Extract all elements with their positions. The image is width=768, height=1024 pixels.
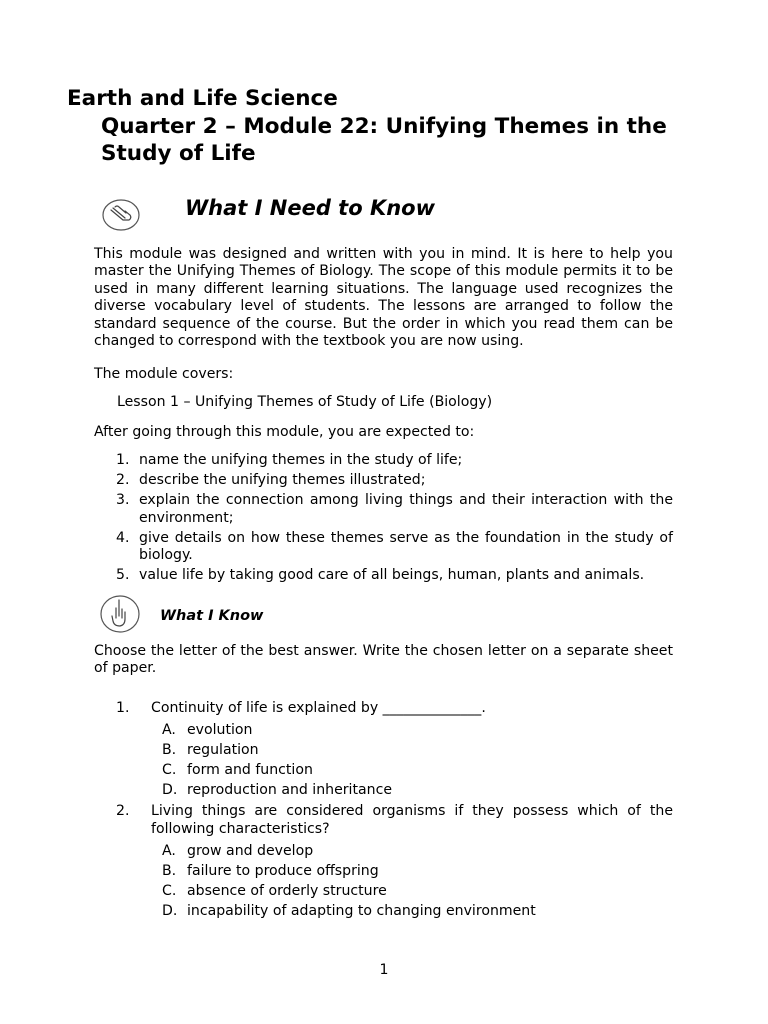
option-item [151,760,673,780]
list-text: give details on how these themes serve as the foundation in the study of biology. [139,529,673,564]
option-item [151,720,673,740]
lesson-item: Lesson 1 – Unifying Themes of Study of Life (Biology) [117,394,493,410]
option-letter: C. [162,883,177,900]
page-number: 1 [379,962,389,978]
course-title: Earth and Life Science [67,86,338,111]
list-number: 1. [116,452,130,468]
list-text: name the unifying themes in the study of life; [139,452,463,468]
list-item [94,452,673,469]
list-item [94,472,673,489]
module-title: Quarter 2 – Module 22: Unifying Themes in the Study of Life [101,114,667,166]
option-item [151,841,673,861]
option-item [151,780,673,800]
option-list [151,720,673,800]
option-item [151,901,673,921]
option-letter: A. [162,722,176,739]
option-text: failure to produce offspring [187,863,379,880]
option-text: incapability of adapting to changing environment [187,903,536,920]
option-item [151,740,673,760]
option-letter: C. [162,762,177,779]
intro-paragraph: This module was designed and written with you in mind. It is here to help you master the Unifying Themes of Biology. The scope of this module permits it to be used in many different learning situations. The language used recognizes the diverse vocabulary level of students. The lessons are arranged to follow the standard sequence of the course. But the order in which you read them can be changed to correspond with the textbook you are now using. [94,246,673,350]
pointing-hand-icon [101,198,141,232]
raised-hand-icon [99,594,141,634]
option-text: absence of orderly structure [187,883,387,900]
option-letter: B. [162,863,177,880]
option-letter: B. [162,742,177,759]
list-text: describe the unifying themes illustrated; [139,472,426,489]
covers-label: The module covers: [94,366,234,382]
list-item [94,530,673,565]
instructions-paragraph: Choose the letter of the best answer. Write the chosen letter on a separate sheet of paper. [94,643,673,677]
option-text: reproduction and inheritance [187,782,392,799]
option-text: grow and develop [187,843,314,860]
option-letter: A. [162,843,176,860]
list-text: value life by taking good care of all beings, human, plants and animals. [139,567,645,584]
list-number: 2. [116,472,130,489]
option-text: evolution [187,722,253,739]
list-number: 5. [116,567,130,584]
section-title-what-i-know: What I Know [160,608,264,624]
list-number: 3. [116,492,130,509]
list-number: 4. [116,529,130,546]
option-text: regulation [187,742,259,759]
option-letter: D. [162,782,178,799]
question-list [94,700,673,924]
option-list [151,841,673,921]
list-item [94,567,673,584]
option-item [151,861,673,881]
expect-label: After going through this module, you are expected to: [94,424,475,440]
option-letter: D. [162,903,178,920]
section-title-need-to-know: What I Need to Know [185,196,435,220]
list-text: explain the connection among living things and their interaction with the environment; [139,492,673,526]
question-number: 2. [116,803,130,820]
list-item [94,492,673,527]
question-item [94,803,673,921]
option-text: form and function [187,762,313,779]
objectives-list [94,452,673,587]
option-item [151,881,673,901]
question-text: Continuity of life is explained by ______________. [151,700,486,716]
question-item [94,700,673,800]
question-text: Living things are considered organisms if they possess which of the following characteristics? [151,803,673,837]
question-number: 1. [116,700,130,716]
